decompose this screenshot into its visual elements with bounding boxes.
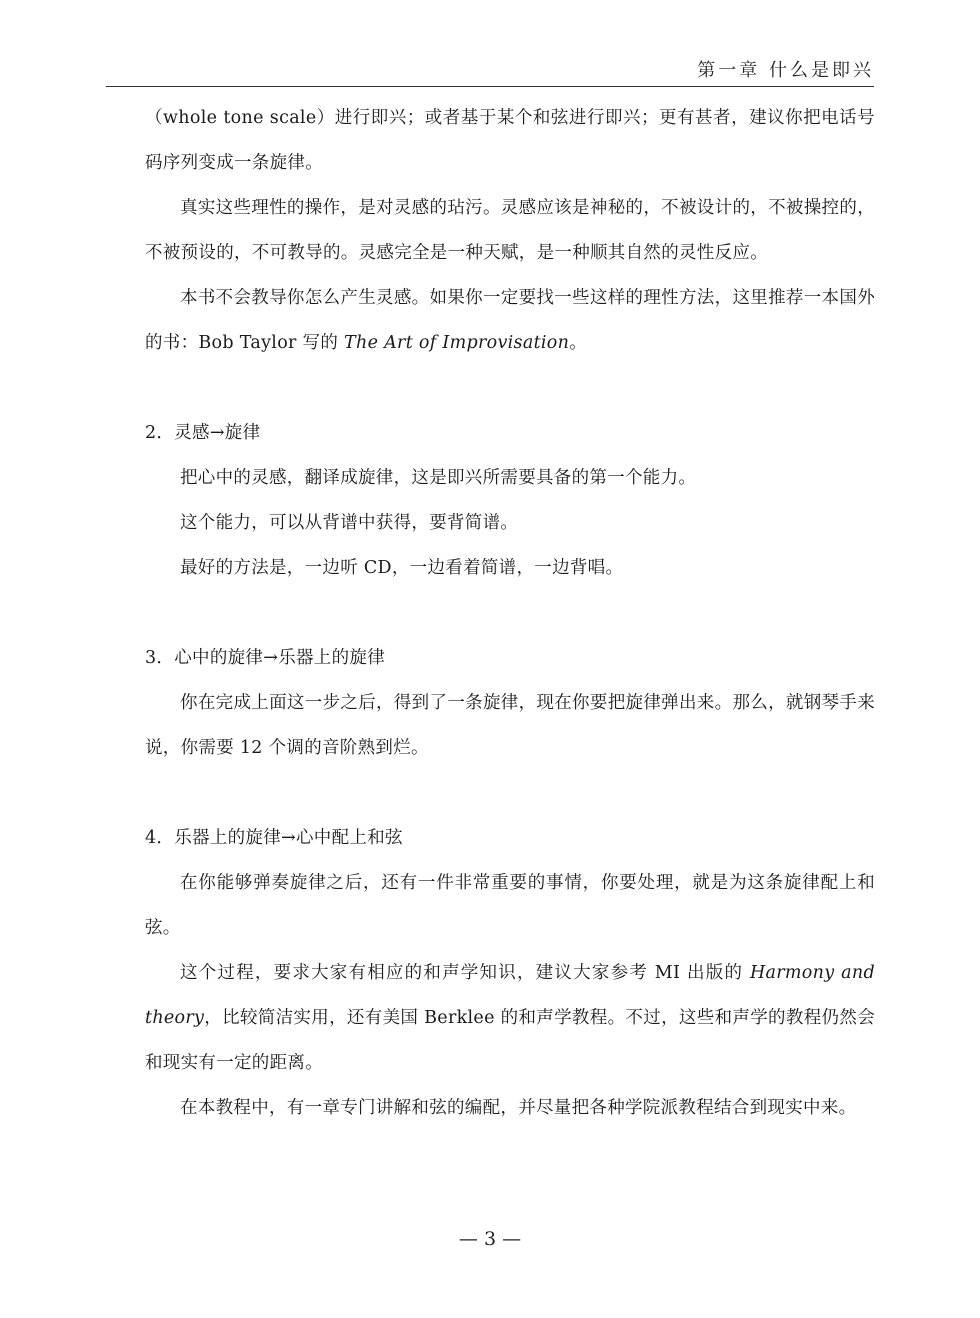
section-gap <box>145 771 875 816</box>
paragraph: 你在完成上面这一步之后，得到了一条旋律，现在你要把旋律弹出来。那么，就钢琴手来说，你需要 12 个调的音阶熟到烂。 <box>145 693 875 758</box>
section-gap <box>145 591 875 636</box>
page-number: — 3 — <box>458 1228 522 1250</box>
paragraph: 在本教程中，有一章专门讲解和弦的编配，并尽量把各种学院派教程结合到现实中来。 <box>180 1098 857 1118</box>
section-heading-2: 2．灵感→旋律 <box>145 423 261 443</box>
section-heading-3: 3．心中的旋律→乐器上的旋律 <box>145 648 385 668</box>
section-heading-4: 4．乐器上的旋律→心中配上和弦 <box>145 828 403 848</box>
section-gap <box>145 366 875 411</box>
running-header: 第一章 什么是即兴 <box>697 60 874 81</box>
paragraph: 把心中的灵感，翻译成旋律，这是即兴所需要具备的第一个能力。 <box>180 468 697 488</box>
page-body <box>145 96 875 1131</box>
paragraph-inspiration: 真实这些理性的操作，是对灵感的玷污。灵感应该是神秘的，不被设计的，不被操控的，不被预设的，不可教导的。灵感完全是一种天赋，是一种顺其自然的灵性反应。 <box>145 198 875 263</box>
book-title: The Art of Improvisation <box>344 333 570 353</box>
book-rec-end: 。 <box>569 333 588 353</box>
paragraph-continued: （whole tone scale）进行即兴；或者基于某个和弦进行即兴；更有甚者，建议你把电话号码序列变成一条旋律。 <box>145 108 875 173</box>
paragraph: 这个能力，可以从背谱中获得，要背简谱。 <box>180 513 519 533</box>
harmony-ref-rest: ，比较简洁实用，还有美国 Berklee 的和声学教程。不过，这些和声学的教程仍然会和现实有一定的距离。 <box>145 1008 875 1073</box>
paragraph: 最好的方法是，一边听 CD，一边看着简谱，一边背唱。 <box>180 558 624 578</box>
harmony-book-title: Harmony and theory <box>145 963 875 1028</box>
paragraph: 在你能够弹奏旋律之后，还有一件非常重要的事情，你要处理，就是为这条旋律配上和弦。 <box>145 873 875 938</box>
book-rec-text: 本书不会教导你怎么产生灵感。如果你一定要找一些这样的理性方法，这里推荐一本国外的书：Bob Taylor 写的 <box>145 288 875 353</box>
paragraph-harmony-reference <box>145 951 875 1086</box>
harmony-ref-text: 这个过程，要求大家有相应的和声学知识，建议大家参考 MI 出版的 <box>180 963 750 983</box>
header-rule <box>106 86 874 87</box>
paragraph-book-recommendation <box>145 276 875 366</box>
